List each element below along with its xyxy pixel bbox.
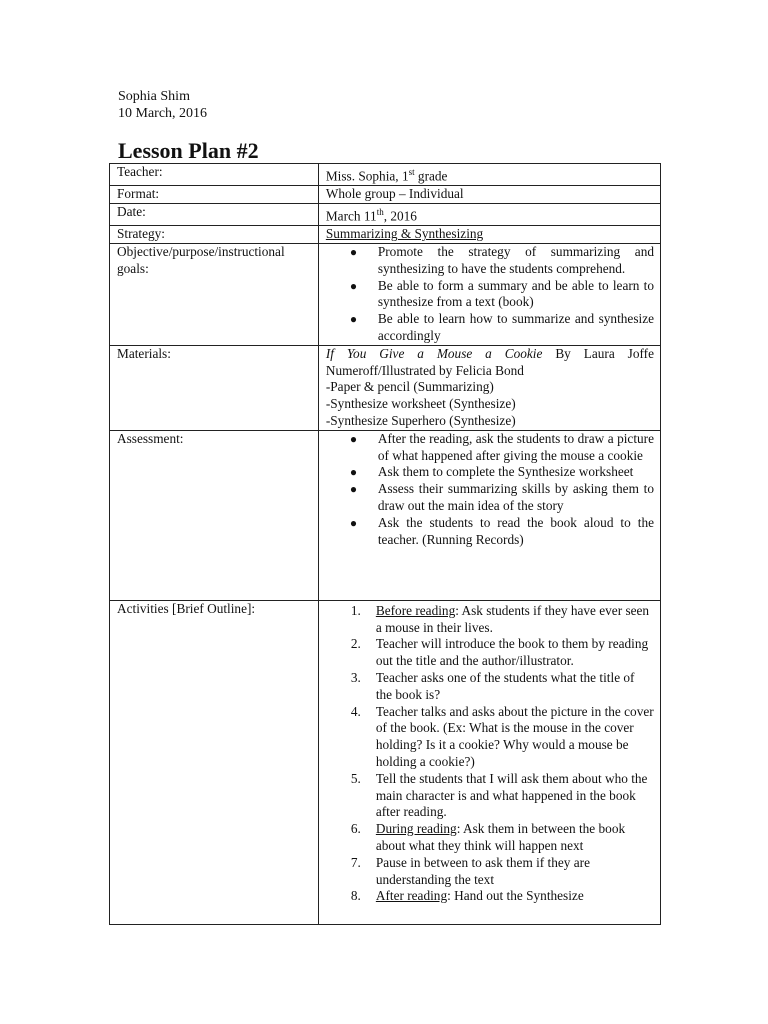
objective-label: Objective/purpose/instructional goals:: [110, 244, 319, 346]
item-number: 3.: [350, 669, 361, 685]
list-item: ● Be able to form a summary and be able to learn to synthesize from a text (book): [326, 278, 654, 312]
list-item: ● Assess their summarizing skills by asking them to draw out the main idea of the story: [326, 481, 654, 515]
activities-label: Activities [Brief Outline]:: [110, 600, 319, 924]
list-item: [326, 888, 654, 905]
strategy-value: [318, 226, 660, 244]
book-credit: By Laura Joffe Numeroff/Illustrated by Felicia Bond: [325, 345, 654, 378]
materials-label: Materials:: [110, 345, 319, 430]
row-materials: [110, 345, 661, 430]
materials-line: -Paper & pencil (Summarizing): [325, 379, 494, 395]
page-title: Lesson Plan #2: [118, 138, 259, 163]
date-value-end: , 2016: [383, 208, 417, 224]
item-number: 8.: [350, 888, 361, 904]
assessment-label: Assessment:: [110, 430, 319, 600]
teacher-label: Teacher:: [110, 164, 319, 186]
activities-list: [326, 603, 654, 905]
item-lead: After reading: [375, 888, 448, 904]
item-lead: Before reading: [375, 602, 456, 618]
strategy-value-text: Summarizing & Synthesizing: [325, 226, 484, 242]
list-item: [326, 771, 654, 821]
item-text: : Ask them in between the book about what they think will happen next: [375, 821, 626, 853]
document-header: [118, 88, 207, 122]
list-item: [326, 855, 654, 889]
item-number: 1.: [350, 602, 361, 618]
materials-line: -Synthesize worksheet (Synthesize): [325, 396, 516, 412]
list-item: ● Promote the strategy of summarizing and synthesizing to have the students comprehend.: [326, 244, 654, 278]
item-number: 6.: [350, 821, 361, 837]
list-item: [326, 670, 654, 704]
list-item: ● Be able to learn how to summarize and synthesize accordingly: [326, 311, 654, 345]
row-format: [110, 186, 661, 204]
teacher-value: [318, 164, 660, 186]
row-teacher: [110, 164, 661, 186]
format-value: Whole group – Individual: [318, 186, 660, 204]
list-item: ● Ask the students to read the book aloud to the teacher. (Running Records): [326, 515, 654, 549]
list-item: [326, 704, 654, 771]
objective-list: [326, 244, 654, 345]
row-activities: [110, 600, 661, 924]
teacher-value-sup: st: [408, 167, 415, 177]
list-item: ● Ask them to complete the Synthesize worksheet: [326, 464, 654, 481]
item-text: : Ask students if they have ever seen a mouse in their lives.: [375, 602, 650, 635]
date-value: [318, 204, 660, 226]
list-item: ● After the reading, ask the students to draw a picture of what happened after giving the mouse a cookie: [326, 431, 654, 465]
list-item: [326, 636, 654, 670]
item-text: Teacher asks one of the students what the title of the book is?: [375, 669, 635, 702]
row-objective: [110, 244, 661, 346]
teacher-value-end: grade: [414, 168, 448, 184]
row-strategy: [110, 226, 661, 244]
strategy-label: Strategy:: [110, 226, 319, 244]
item-number: 5.: [350, 770, 361, 786]
materials-value: [318, 345, 660, 430]
item-text: : Hand out the Synthesize: [447, 888, 584, 904]
materials-book: [326, 346, 654, 380]
item-text: Pause in between to ask them if they are understanding the text: [375, 854, 591, 887]
activities-value: [318, 600, 660, 924]
objective-value: [318, 244, 660, 346]
item-text: Teacher will introduce the book to them by reading out the title and the author/illustrator.: [375, 636, 649, 669]
materials-line: -Synthesize Superhero (Synthesize): [325, 413, 516, 428]
item-number: 2.: [350, 636, 361, 652]
list-item: [326, 603, 654, 637]
assessment-value: [318, 430, 660, 600]
author-name: Sophia Shim: [118, 89, 190, 104]
date-value-sup: th: [376, 207, 384, 218]
item-lead: During reading: [375, 821, 457, 837]
item-text: Tell the students that I will ask them about who the main character is and what happened in the book after reading.: [375, 770, 648, 820]
format-label: Format:: [110, 186, 319, 204]
assessment-list: [326, 431, 654, 549]
date-label: Date:: [110, 204, 319, 226]
lesson-plan-table: [109, 163, 661, 925]
date-value-main: March 11: [325, 208, 377, 224]
row-assessment: [110, 430, 661, 600]
teacher-value-main: Miss. Sophia, 1: [325, 168, 409, 184]
list-item: [326, 821, 654, 855]
row-date: [110, 204, 661, 226]
item-number: 7.: [350, 854, 361, 870]
item-text: Teacher talks and asks about the picture in the cover of the book. (Ex: What is the mouse in the cover holding? Is it a cookie? Why would a mouse be holding a cookie?): [375, 703, 654, 769]
document-date: 10 March, 2016: [118, 106, 208, 121]
book-title: If You Give a Mouse a Cookie: [325, 345, 543, 361]
item-number: 4.: [350, 703, 361, 719]
